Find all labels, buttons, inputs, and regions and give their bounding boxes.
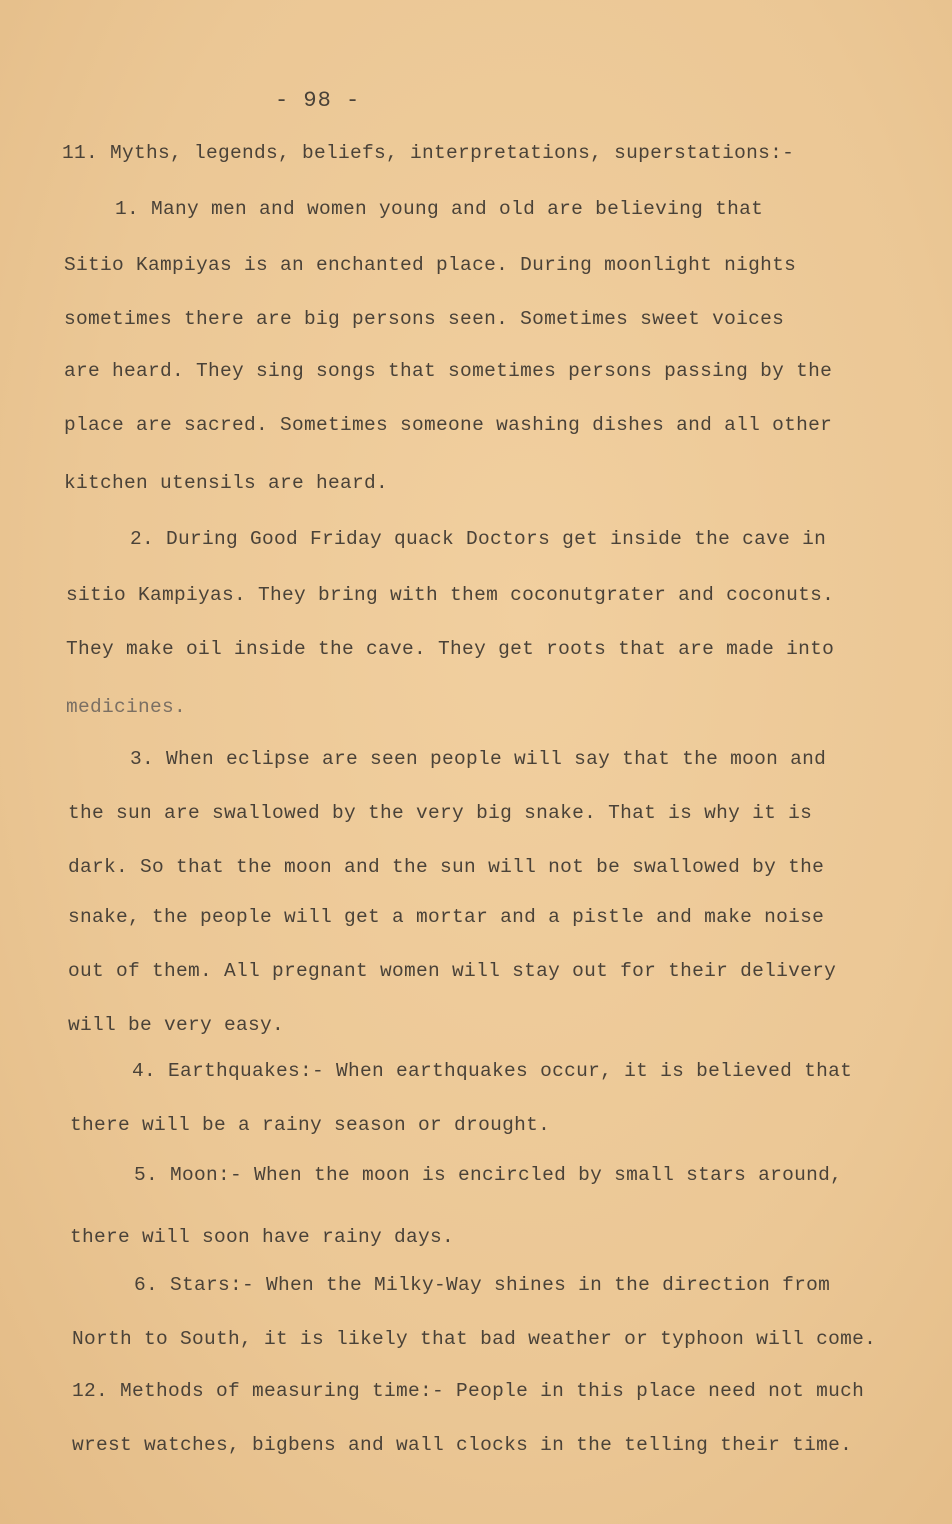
item-1-line-3: sometimes there are big persons seen. Sometimes sweet voices <box>64 308 785 330</box>
item-1-line-5: place are sacred. Sometimes someone washing dishes and all other <box>64 414 833 436</box>
item-1-line-6: kitchen utensils are heard. <box>64 472 389 494</box>
item-3-line-2: the sun are swallowed by the very big snake. That is why it is <box>68 802 813 824</box>
item-5-line-1: 5. Moon:- When the moon is encircled by small stars around, <box>134 1164 843 1186</box>
item-6-line-2: North to South, it is likely that bad weather or typhoon will come. <box>72 1328 877 1350</box>
page-number: - 98 - <box>275 88 361 113</box>
item-3-line-3: dark. So that the moon and the sun will not be swallowed by the <box>68 856 825 878</box>
item-3-line-5: out of them. All pregnant women will stay out for their delivery <box>68 960 837 982</box>
item-2-line-4: medicines. <box>66 696 187 718</box>
item-1-line-1: 1. Many men and women young and old are believing that <box>115 198 764 220</box>
item-1-line-4: are heard. They sing songs that sometimes persons passing by the <box>64 360 833 382</box>
item-3-line-4: snake, the people will get a mortar and a pistle and make noise <box>68 906 825 928</box>
section-12-line-1: 12. Methods of measuring time:- People in this place need not much <box>72 1380 865 1402</box>
section-12-line-2: wrest watches, bigbens and wall clocks in the telling their time. <box>72 1434 853 1456</box>
item-4-line-1: 4. Earthquakes:- When earthquakes occur, it is believed that <box>132 1060 853 1082</box>
item-6-line-1: 6. Stars:- When the Milky-Way shines in the direction from <box>134 1274 831 1296</box>
item-3-line-6: will be very easy. <box>68 1014 285 1036</box>
item-2-line-2: sitio Kampiyas. They bring with them coconutgrater and coconuts. <box>66 584 835 606</box>
item-4-line-2: there will be a rainy season or drought. <box>70 1114 551 1136</box>
item-2-line-3: They make oil inside the cave. They get roots that are made into <box>66 638 835 660</box>
item-3-line-1: 3. When eclipse are seen people will say that the moon and <box>130 748 827 770</box>
item-1-line-2: Sitio Kampiyas is an enchanted place. During moonlight nights <box>64 254 797 276</box>
item-2-line-1: 2. During Good Friday quack Doctors get inside the cave in <box>130 528 827 550</box>
item-5-line-2: there will soon have rainy days. <box>70 1226 455 1248</box>
section-11-heading: 11. Myths, legends, beliefs, interpretations, superstations:- <box>62 142 795 164</box>
